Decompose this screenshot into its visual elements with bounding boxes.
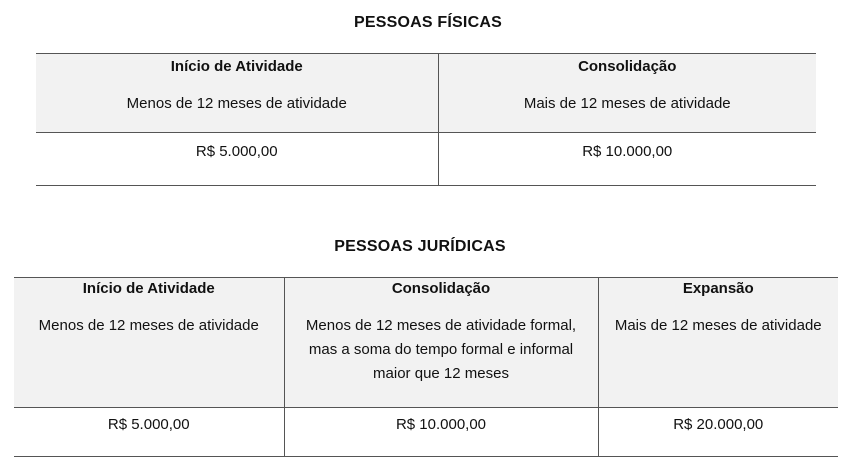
pf-value-inicio: R$ 5.000,00	[195, 143, 278, 160]
pf-value-consolidacao: R$ 10.000,00	[582, 143, 673, 160]
pj-col-description-expansao: Mais de 12 meses de atividade	[614, 317, 822, 334]
pf-col-description-consolidacao: Mais de 12 meses de atividade	[523, 95, 731, 112]
pf-value-row	[36, 133, 816, 186]
pj-value-inicio: R$ 5.000,00	[107, 416, 190, 433]
pj-value-expansao: R$ 20.000,00	[673, 416, 764, 433]
pf-value-cell-consolidacao	[438, 133, 816, 186]
pessoas-juridicas-title: PESSOAS JURÍDICAS	[334, 238, 506, 255]
pf-col-header-inicio: Início de Atividade	[170, 58, 303, 75]
pessoas-juridicas-table	[14, 277, 838, 457]
pessoas-fisicas-table	[36, 53, 816, 186]
pj-header-row	[14, 278, 838, 408]
pj-value-row	[14, 408, 838, 457]
pf-value-cell-inicio	[36, 133, 438, 186]
pj-col-header-inicio: Início de Atividade	[82, 280, 215, 297]
pf-header-cell-consolidacao	[438, 54, 816, 133]
pf-col-header-consolidacao: Consolidação	[578, 58, 677, 75]
pj-header-cell-expansao	[598, 278, 838, 408]
pj-header-cell-inicio	[14, 278, 284, 408]
pj-col-description-consolidacao: Menos de 12 meses de atividade formal, mas a soma do tempo formal e informal maior que 12 meses	[305, 317, 577, 382]
pf-header-cell-inicio	[36, 54, 438, 133]
pj-col-header-consolidacao: Consolidação	[391, 280, 491, 297]
pf-header-row	[36, 54, 816, 133]
pj-value-cell-expansao	[598, 408, 838, 457]
pf-col-description-inicio: Menos de 12 meses de atividade	[126, 95, 347, 112]
pj-col-description-inicio: Menos de 12 meses de atividade	[38, 317, 259, 334]
pj-value-cell-consolidacao	[284, 408, 598, 457]
pessoas-fisicas-title: PESSOAS FÍSICAS	[354, 14, 502, 31]
pj-header-cell-consolidacao	[284, 278, 598, 408]
pj-col-header-expansao: Expansão	[682, 280, 754, 297]
pj-value-consolidacao: R$ 10.000,00	[395, 416, 487, 433]
pj-value-cell-inicio	[14, 408, 284, 457]
